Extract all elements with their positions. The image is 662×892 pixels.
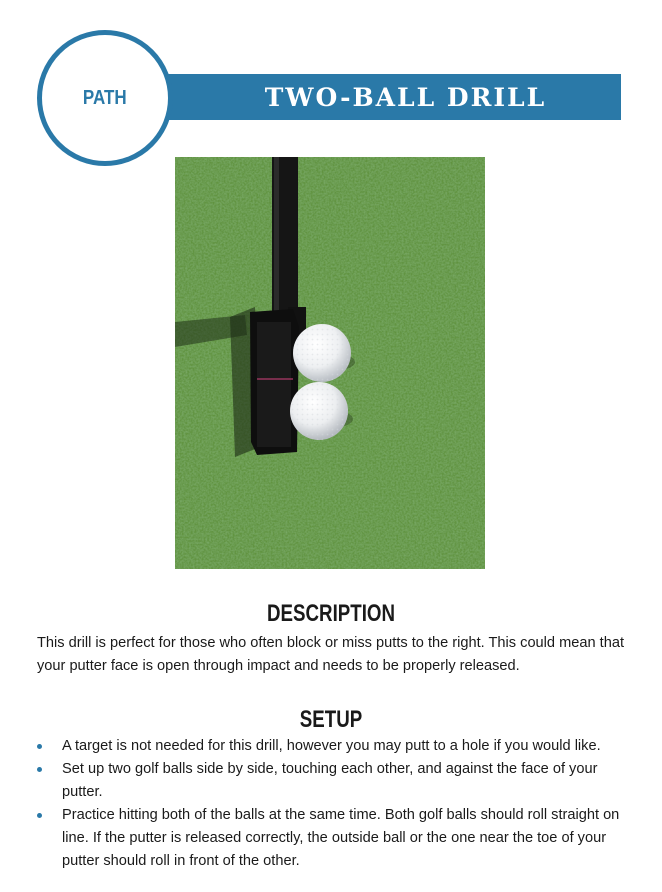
setup-heading: SETUP: [299, 706, 363, 733]
list-item-text: A target is not needed for this drill, however you may putt to a hole if you would like.: [62, 738, 601, 754]
golf-putter-photo-icon: [175, 157, 485, 569]
page-title: TWO-BALL DRILL: [264, 82, 547, 112]
list-item-text: Practice hitting both of the balls at the same time. Both golf balls should roll straight on line. If the putter is released correctly, the outside ball or the one near the toe of your putter should roll in front of the other.: [62, 807, 620, 869]
list-item: [37, 758, 637, 804]
setup-list: [37, 735, 637, 873]
bullet-icon: [37, 767, 42, 772]
list-item-text: Set up two golf balls side by side, touching each other, and against the face of your putter.: [62, 761, 598, 800]
description-heading: DESCRIPTION: [267, 600, 395, 627]
list-item: [37, 804, 637, 873]
description-text: This drill is perfect for those who often block or miss putts to the right. This could mean that your putter face is open through impact and needs to be properly released.: [37, 635, 624, 674]
path-badge: [37, 30, 173, 166]
list-item: [37, 735, 637, 758]
title-banner: [160, 74, 621, 120]
drill-photo: [175, 157, 485, 569]
path-badge-label: PATH: [83, 86, 127, 109]
bullet-icon: [37, 744, 42, 749]
bullet-icon: [37, 813, 42, 818]
